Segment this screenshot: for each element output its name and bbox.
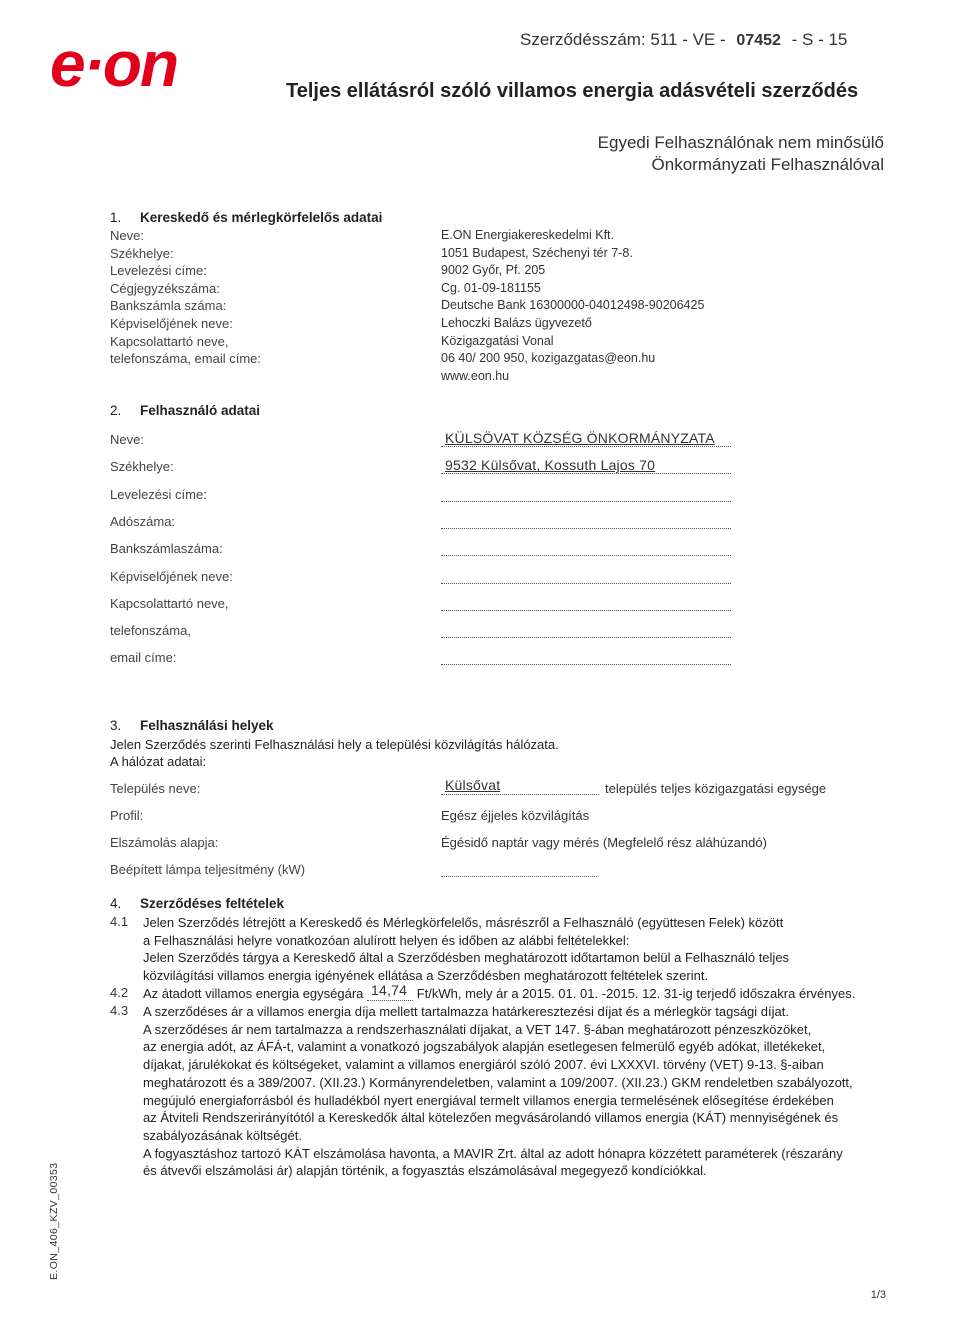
contract-number-handwritten: 07452 [736, 32, 781, 49]
s1-row-label: Kapcsolattartó neve, [110, 333, 229, 349]
s1-row-label: Bankszámla száma: [110, 298, 227, 314]
p43-line: meghatározott és a 389/2007. (XII.23.) Kormányrendeletben, valamint a 109/2007. (XII.23.) GKM rendeletben szabályozott, [143, 1074, 853, 1090]
s2-row-value: 9532 Külsővat, Kossuth Lajos 70 [445, 457, 656, 474]
s1-row-value: 06 40/ 200 950, kozigazgatas@eon.hu [441, 351, 656, 366]
s2-row-field [441, 567, 731, 584]
section-3-heading [110, 718, 274, 733]
p43-text [143, 1003, 853, 1180]
section-1-heading [110, 210, 382, 225]
s2-row-label: Levelezési címe: [110, 486, 207, 502]
svg-text:e·on: e·on [50, 28, 178, 100]
s1-row-label: Levelezési címe: [110, 263, 207, 279]
document-code: E.ON_406_KZV_00353 [48, 1162, 60, 1280]
s3-field-lampa [441, 862, 597, 877]
s1-row-value: Deutsche Bank 16300000-04012498-90206425 [441, 298, 705, 313]
page-title: Teljes ellátásról szóló villamos energia adásvételi szerződés [286, 80, 859, 102]
p42-text-before: Az átadott villamos energia egységára [143, 986, 364, 1001]
p43-line: az energia adót, az ÁFÁ-t, valamint a vonatkozó jogszabályok alapján esetlegesen felmerülő egyéb adókat, illetékeket, [143, 1039, 826, 1055]
s2-row-field [441, 430, 731, 447]
s3-label-lampa: Beépített lámpa teljesítmény (kW) [110, 862, 306, 877]
s3-value-profil: Egész éjjeles közvilágítás [441, 808, 590, 823]
s2-row-label: Adószáma: [110, 513, 176, 529]
p43-line: A szerződéses ár nem tartalmazza a rendszerhasználati díjakat, a VET 147. §-ában meghatározott pénzeszközöket, [143, 1021, 812, 1037]
s3-label-profil: Profil: [110, 808, 144, 823]
contract-number-label: Szerződésszám: 511 - VE - [520, 30, 726, 49]
s1-row-label: Képviselőjének neve: [110, 316, 233, 331]
s2-row-field [441, 485, 731, 502]
s1-row-label: Neve: [110, 228, 144, 243]
p43-line: szabályozásának költségét. [143, 1127, 302, 1143]
s3-field-telepules [441, 776, 599, 795]
subtitle-line-1: Egyedi Felhasználónak nem minősülő [597, 133, 884, 152]
s2-row-label: Székhelye: [110, 459, 174, 475]
section-2-number: 2. [110, 403, 122, 418]
section-3-number: 3. [110, 718, 122, 733]
s2-row-field [441, 594, 731, 611]
s2-row-value: KÜLSÖVAT KÖZSÉG ÖNKORMÁNYZATA [445, 430, 715, 446]
s2-row-field [441, 539, 731, 556]
p41-number: 4.1 [110, 914, 129, 929]
s1-row-value: Cg. 01-09-181155 [441, 280, 541, 295]
s1-row-label: Székhelye: [110, 245, 174, 261]
p41-line: Jelen Szerződés tárgya a Kereskedő által a Szerződésben meghatározott időtartamon belül a Felhasználó teljes [143, 950, 790, 966]
s1-row-value: E.ON Energiakereskedelmi Kft. [441, 228, 614, 242]
s1-row-value: Közigazgatási Vonal [441, 333, 554, 348]
subtitle-line-2: Önkormányzati Felhasználóval [651, 155, 884, 174]
subtitle [598, 132, 884, 176]
section-1-title: Kereskedő és mérlegkörfelelős adatai [140, 210, 383, 225]
p43-line: és átvevői elszámolási ár) alapján történik, a fogyasztás elszámolásával megegyező kondíciókkal. [143, 1163, 707, 1179]
section-2-title: Felhasználó adatai [140, 403, 261, 418]
s1-row-label: telefonszáma, email címe: [110, 351, 262, 367]
section-3-intro-1: Jelen Szerződés szerinti Felhasználási hely a települési közvilágítás hálózata. [110, 737, 559, 752]
p43-line: A fogyasztáshoz tartozó KÁT elszámolása havonta, a MAVIR Zrt. által az adott hónapra közzétett paraméterek (részarány [143, 1145, 843, 1161]
p43-line: az Átviteli Rendszerirányítótól a Kereskedők által kötelezően megvásárolandó villamos energia (KÁT) mennyiségének és [143, 1110, 839, 1126]
section-2-heading [110, 403, 260, 418]
s3-value-elszamolas: Égésidő naptár vagy mérés (Megfelelő rész aláhúzandó) [441, 835, 767, 850]
p42-price: 14,74 [371, 982, 408, 998]
s3-label-telepules: Település neve: [110, 781, 201, 796]
s1-row-value: 9002 Győr, Pf. 205 [441, 263, 546, 278]
s1-row-value: www.eon.hu [441, 368, 510, 383]
s1-row-value: 1051 Budapest, Széchenyi tér 7-8. [441, 245, 633, 260]
p41-line: Jelen Szerződés létrejött a Kereskedő és Mérlegkörfelelős, másrészről a Felhasználó (együttesen Felek) között [143, 915, 784, 930]
s3-suffix-telepules: település teljes közigazgatási egysége [605, 781, 827, 796]
s1-row-value: Lehoczki Balázs ügyvezető [441, 316, 592, 330]
s2-row-field [441, 648, 731, 665]
section-4-title: Szerződéses feltételek [140, 896, 285, 911]
p41-line: a Felhasználási helyre vonatkozóan alulírott helyen és időben az alábbi feltételekkel: [143, 932, 630, 948]
s2-row-field [441, 457, 731, 474]
contract-number-suffix: - S - 15 [791, 30, 848, 49]
section-1-number: 1. [110, 210, 122, 225]
p41-line: közvilágítási villamos energia igényének ellátása a Szerződésben meghatározott feltételek szerint. [143, 968, 709, 984]
p41-text [143, 914, 789, 985]
p43-line: megújuló energiaforrásból és hulladékból nyert energiával termelt villamos energia termelésének elősegítése érdekében [143, 1092, 834, 1108]
p42-number: 4.2 [110, 985, 129, 1000]
s1-row-label: Cégjegyzékszáma: [110, 280, 220, 296]
p42-price-field [367, 982, 413, 1001]
p43-line: A szerződéses ár a villamos energia díja mellett tartalmazza határkeresztezési díjat és a mérlegkör tagsági díjat. [143, 1004, 789, 1019]
eon-logo [44, 24, 244, 104]
s2-row-label: telefonszáma, [110, 623, 191, 639]
section-4-heading [110, 896, 284, 911]
s2-row-field [441, 512, 731, 529]
p43-number: 4.3 [110, 1003, 129, 1018]
s3-label-elszamolas: Elszámolás alapja: [110, 835, 219, 850]
p43-line: díjakat, járulékokat és költségeket, valamint a villamos energiáról szóló 2007. évi LXXXVI. törvény (VET) 9-13. §-aiban [143, 1057, 824, 1073]
contract-number [520, 30, 847, 50]
s2-row-label: email címe: [110, 650, 177, 666]
page-number: 1/3 [870, 1289, 886, 1301]
s2-row-label: Bankszámlaszáma: [110, 541, 223, 557]
section-3-title: Felhasználási helyek [140, 718, 274, 733]
s2-row-label: Képviselőjének neve: [110, 568, 233, 584]
s2-row-label: Kapcsolattartó neve, [110, 595, 229, 611]
p42-text [143, 982, 856, 1004]
s3-value-telepules: Külsővat [445, 777, 501, 793]
section-3-intro-2: A hálózat adatai: [110, 754, 207, 769]
s2-row-field [441, 621, 731, 638]
p42-text-after: Ft/kWh, mely ár a 2015. 01. 01. -2015. 12. 31-ig terjedő időszakra érvényes. [416, 986, 856, 1001]
section-4-number: 4. [110, 896, 122, 911]
s2-row-label: Neve: [110, 432, 144, 447]
